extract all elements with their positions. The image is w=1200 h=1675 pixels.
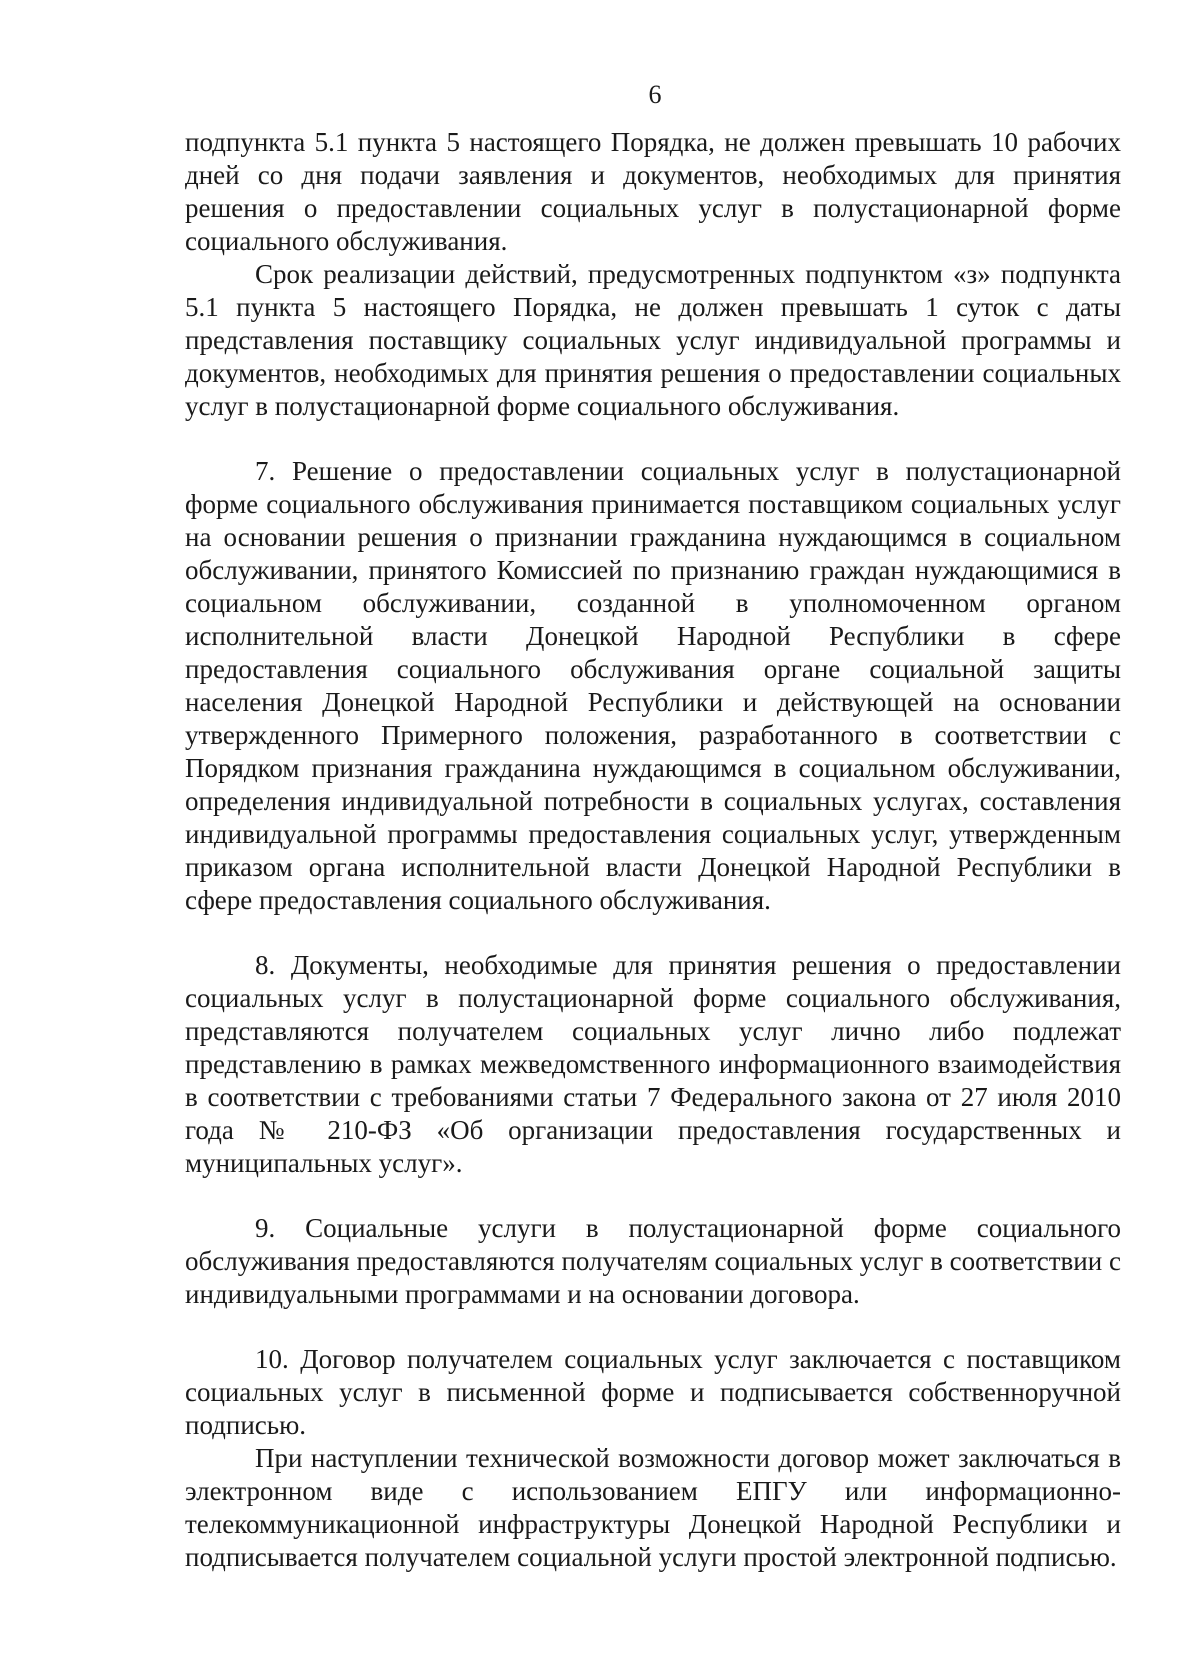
document-body	[185, 126, 1121, 1574]
paragraph-continuation: подпункта 5.1 пункта 5 настоящего Порядка, не должен превышать 10 рабочих дней со дня подачи заявления и документов, необходимых для принятия решения о предоставлении социальных услуг в полустационарной форме социального обслуживания.	[185, 127, 1121, 256]
paragraph-deadline: Срок реализации действий, предусмотренных подпунктом «з» подпункта 5.1 пункта 5 настоящего Порядка, не должен превышать 1 суток с даты представления поставщику социальных услуг индивидуальной программы и документов, необходимых для принятия решения о предоставлении социальных услуг в полустационарной форме социального обслуживания.	[185, 259, 1121, 421]
paragraph-electronic-contract: При наступлении технической возможности договор может заключаться в электронном виде с использованием ЕПГУ или информационно-телекоммуникационной инфраструктуры Донецкой Народной Республики и подписывается получателем социальной услуги простой электронной подписью.	[185, 1443, 1121, 1572]
paragraph-item-10: 10. Договор получателем социальных услуг заключается с поставщиком социальных услуг в письменной форме и подписывается собственноручной подписью.	[185, 1344, 1121, 1440]
paragraph-item-8: 8. Документы, необходимые для принятия решения о предоставлении социальных услуг в полустационарной форме социального обслуживания, представляются получателем социальных услуг лично либо подлежат представлению в рамках межведомственного информационного взаимодействия в соответствии с требованиями статьи 7 Федерального закона от 27 июля 2010 года № 210-ФЗ «Об организации предоставления государственных и муниципальных услуг».	[185, 950, 1121, 1178]
paragraph-item-9: 9. Социальные услуги в полустационарной форме социального обслуживания предоставляются получателям социальных услуг в соответствии с индивидуальными программами и на основании договора.	[185, 1213, 1121, 1309]
paragraph-item-7: 7. Решение о предоставлении социальных услуг в полустационарной форме социального обслуживания принимается поставщиком социальных услуг на основании решения о признании гражданина нуждающимся в социальном обслуживании, принятого Комиссией по признанию граждан нуждающимися в социальном обслуживании, созданной в уполномоченном органом исполнительной власти Донецкой Народной Республики в сфере предоставления социального обслуживания органе социальной защиты населения Донецкой Народной Республики и действующей на основании утвержденного Примерного положения, разработанного в соответствии с Порядком признания гражданина нуждающимся в социальном обслуживании, определения индивидуальной потребности в социальных услугах, составления индивидуальной программы предоставления социальных услуг, утвержденным приказом органа исполнительной власти Донецкой Народной Республики в сфере предоставления социального обслуживания.	[185, 456, 1121, 915]
page-number: 6	[648, 80, 662, 109]
